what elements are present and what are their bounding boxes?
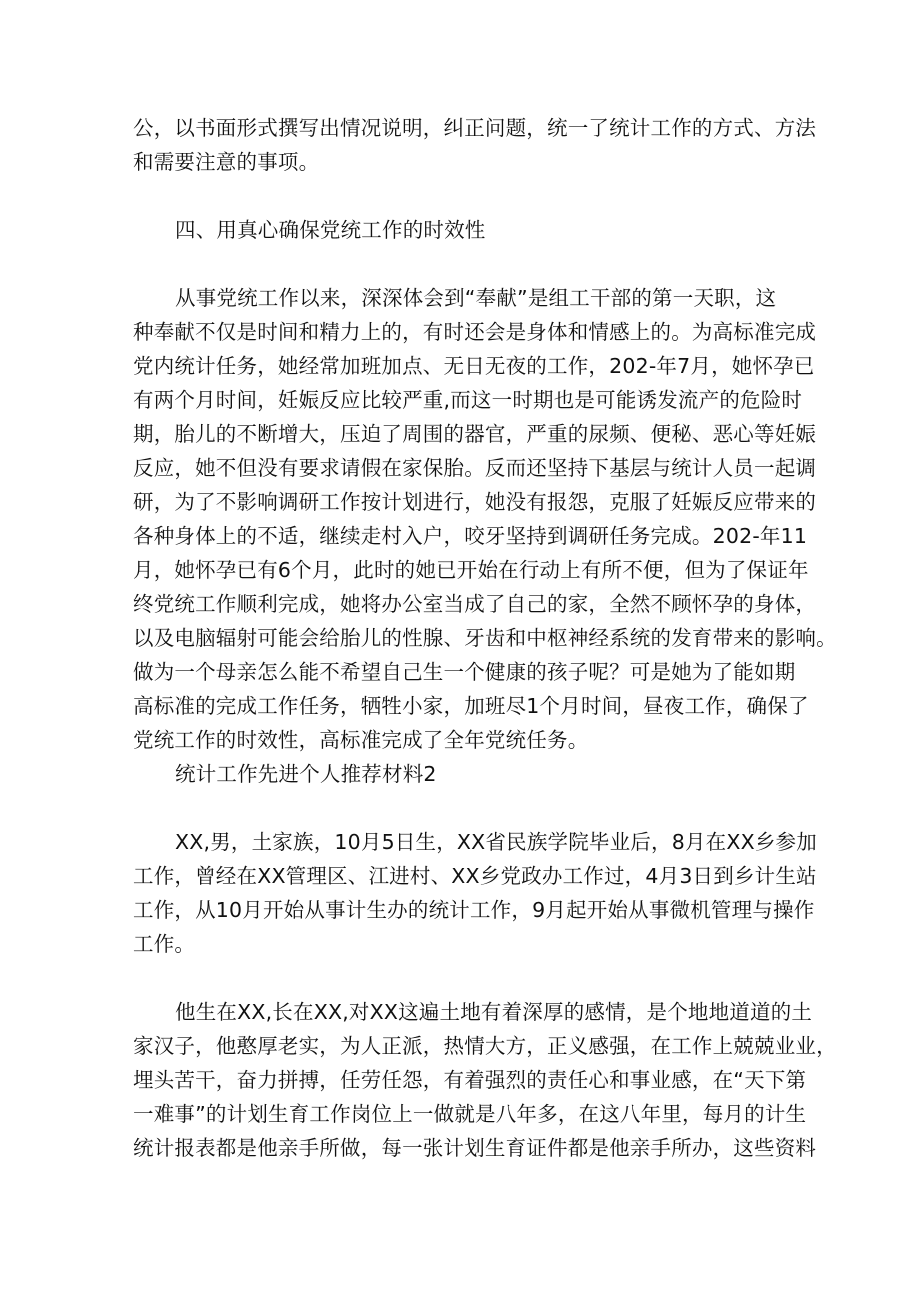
paragraph-line: 家汉子，他憨厚老实，为人正派，热情大方，正义感强，在工作上兢兢业业， bbox=[133, 1034, 837, 1058]
paragraph-line: 期，胎儿的不断增大，压迫了周围的器官，严重的尿频、便秘、恶心等妊娠 bbox=[133, 422, 817, 446]
paragraph-line: 研，为了不影响调研工作按计划进行，她没有报怨，克服了妊娠反应带来的 bbox=[133, 490, 817, 514]
paragraph-line: 党内统计任务，她经常加班加点、无日无夜的工作，202-年7月，她怀孕已 bbox=[133, 354, 815, 378]
paragraph-line: 埋头苦干，奋力拼搏，任劳任怨，有着强烈的责任心和事业感，在“天下第 bbox=[133, 1068, 807, 1092]
paragraph-line: 月，她怀孕已有6个月，此时的她已开始在行动上有所不便，但为了保证年 bbox=[133, 558, 809, 582]
paragraph-line: 和需要注意的事项。 bbox=[133, 150, 320, 174]
paragraph-line: XX,男，土家族，10月5日生，XX省民族学院毕业后，8月在XX乡参加 bbox=[175, 830, 817, 854]
paragraph-line: 从事党统工作以来，深深体会到“奉献”是组工干部的第一天职，这 bbox=[175, 286, 777, 310]
paragraph-line: 公，以书面形式撰写出情况说明，纠正问题，统一了统计工作的方式、方法 bbox=[133, 116, 817, 140]
paragraph-line: 高标准的完成工作任务，牺牲小家，加班尽1个月时间，昼夜工作，确保了 bbox=[133, 694, 809, 718]
paragraph-line: 种奉献不仅是时间和精力上的，有时还会是身体和情感上的。为高标准完成 bbox=[133, 320, 817, 344]
paragraph-line: 工作，曾经在XX管理区、江进村、XX乡党政办工作过，4月3日到乡计生站 bbox=[133, 864, 817, 888]
paragraph-line: 有两个月时间，妊娠反应比较严重,而这一时期也是可能诱发流产的危险时 bbox=[133, 388, 803, 412]
paragraph-line: 工作。 bbox=[133, 932, 196, 956]
paragraph-line: 以及电脑辐射可能会给胎儿的性腺、牙齿和中枢神经系统的发育带来的影响。 bbox=[133, 626, 837, 650]
paragraph-line: 工作，从10月开始从事计生办的统计工作，9月起开始从事微机管理与操作 bbox=[133, 898, 815, 922]
paragraph-line: 统计报表都是他亲手所做，每一张计划生育证件都是他亲手所办，这些资料 bbox=[133, 1136, 817, 1160]
paragraph-line: 做为一个母亲怎么能不希望自己生一个健康的孩子呢？可是她为了能如期 bbox=[133, 660, 796, 684]
paragraph-line: 终党统工作顺利完成，她将办公室当成了自己的家，全然不顾怀孕的身体， bbox=[133, 592, 817, 616]
paragraph-line: 党统工作的时效性，高标准完成了全年党统任务。 bbox=[133, 728, 589, 752]
paragraph-line: 一难事”的计划生育工作岗位上一做就是八年多，在这八年里，每月的计生 bbox=[133, 1102, 807, 1126]
section-heading: 四、用真心确保党统工作的时效性 bbox=[175, 218, 486, 242]
section-heading: 统计工作先进个人推荐材料2 bbox=[175, 762, 437, 786]
paragraph-line: 各种身体上的不适，继续走村入户，咬牙坚持到调研任务完成。202-年11 bbox=[133, 524, 808, 548]
paragraph-line: 反应，她不但没有要求请假在家保胎。反而还坚持下基层与统计人员一起调 bbox=[133, 456, 817, 480]
paragraph-line: 他生在XX,长在XX,对XX这遍土地有着深厚的感情，是个地地道道的土 bbox=[175, 1000, 813, 1024]
